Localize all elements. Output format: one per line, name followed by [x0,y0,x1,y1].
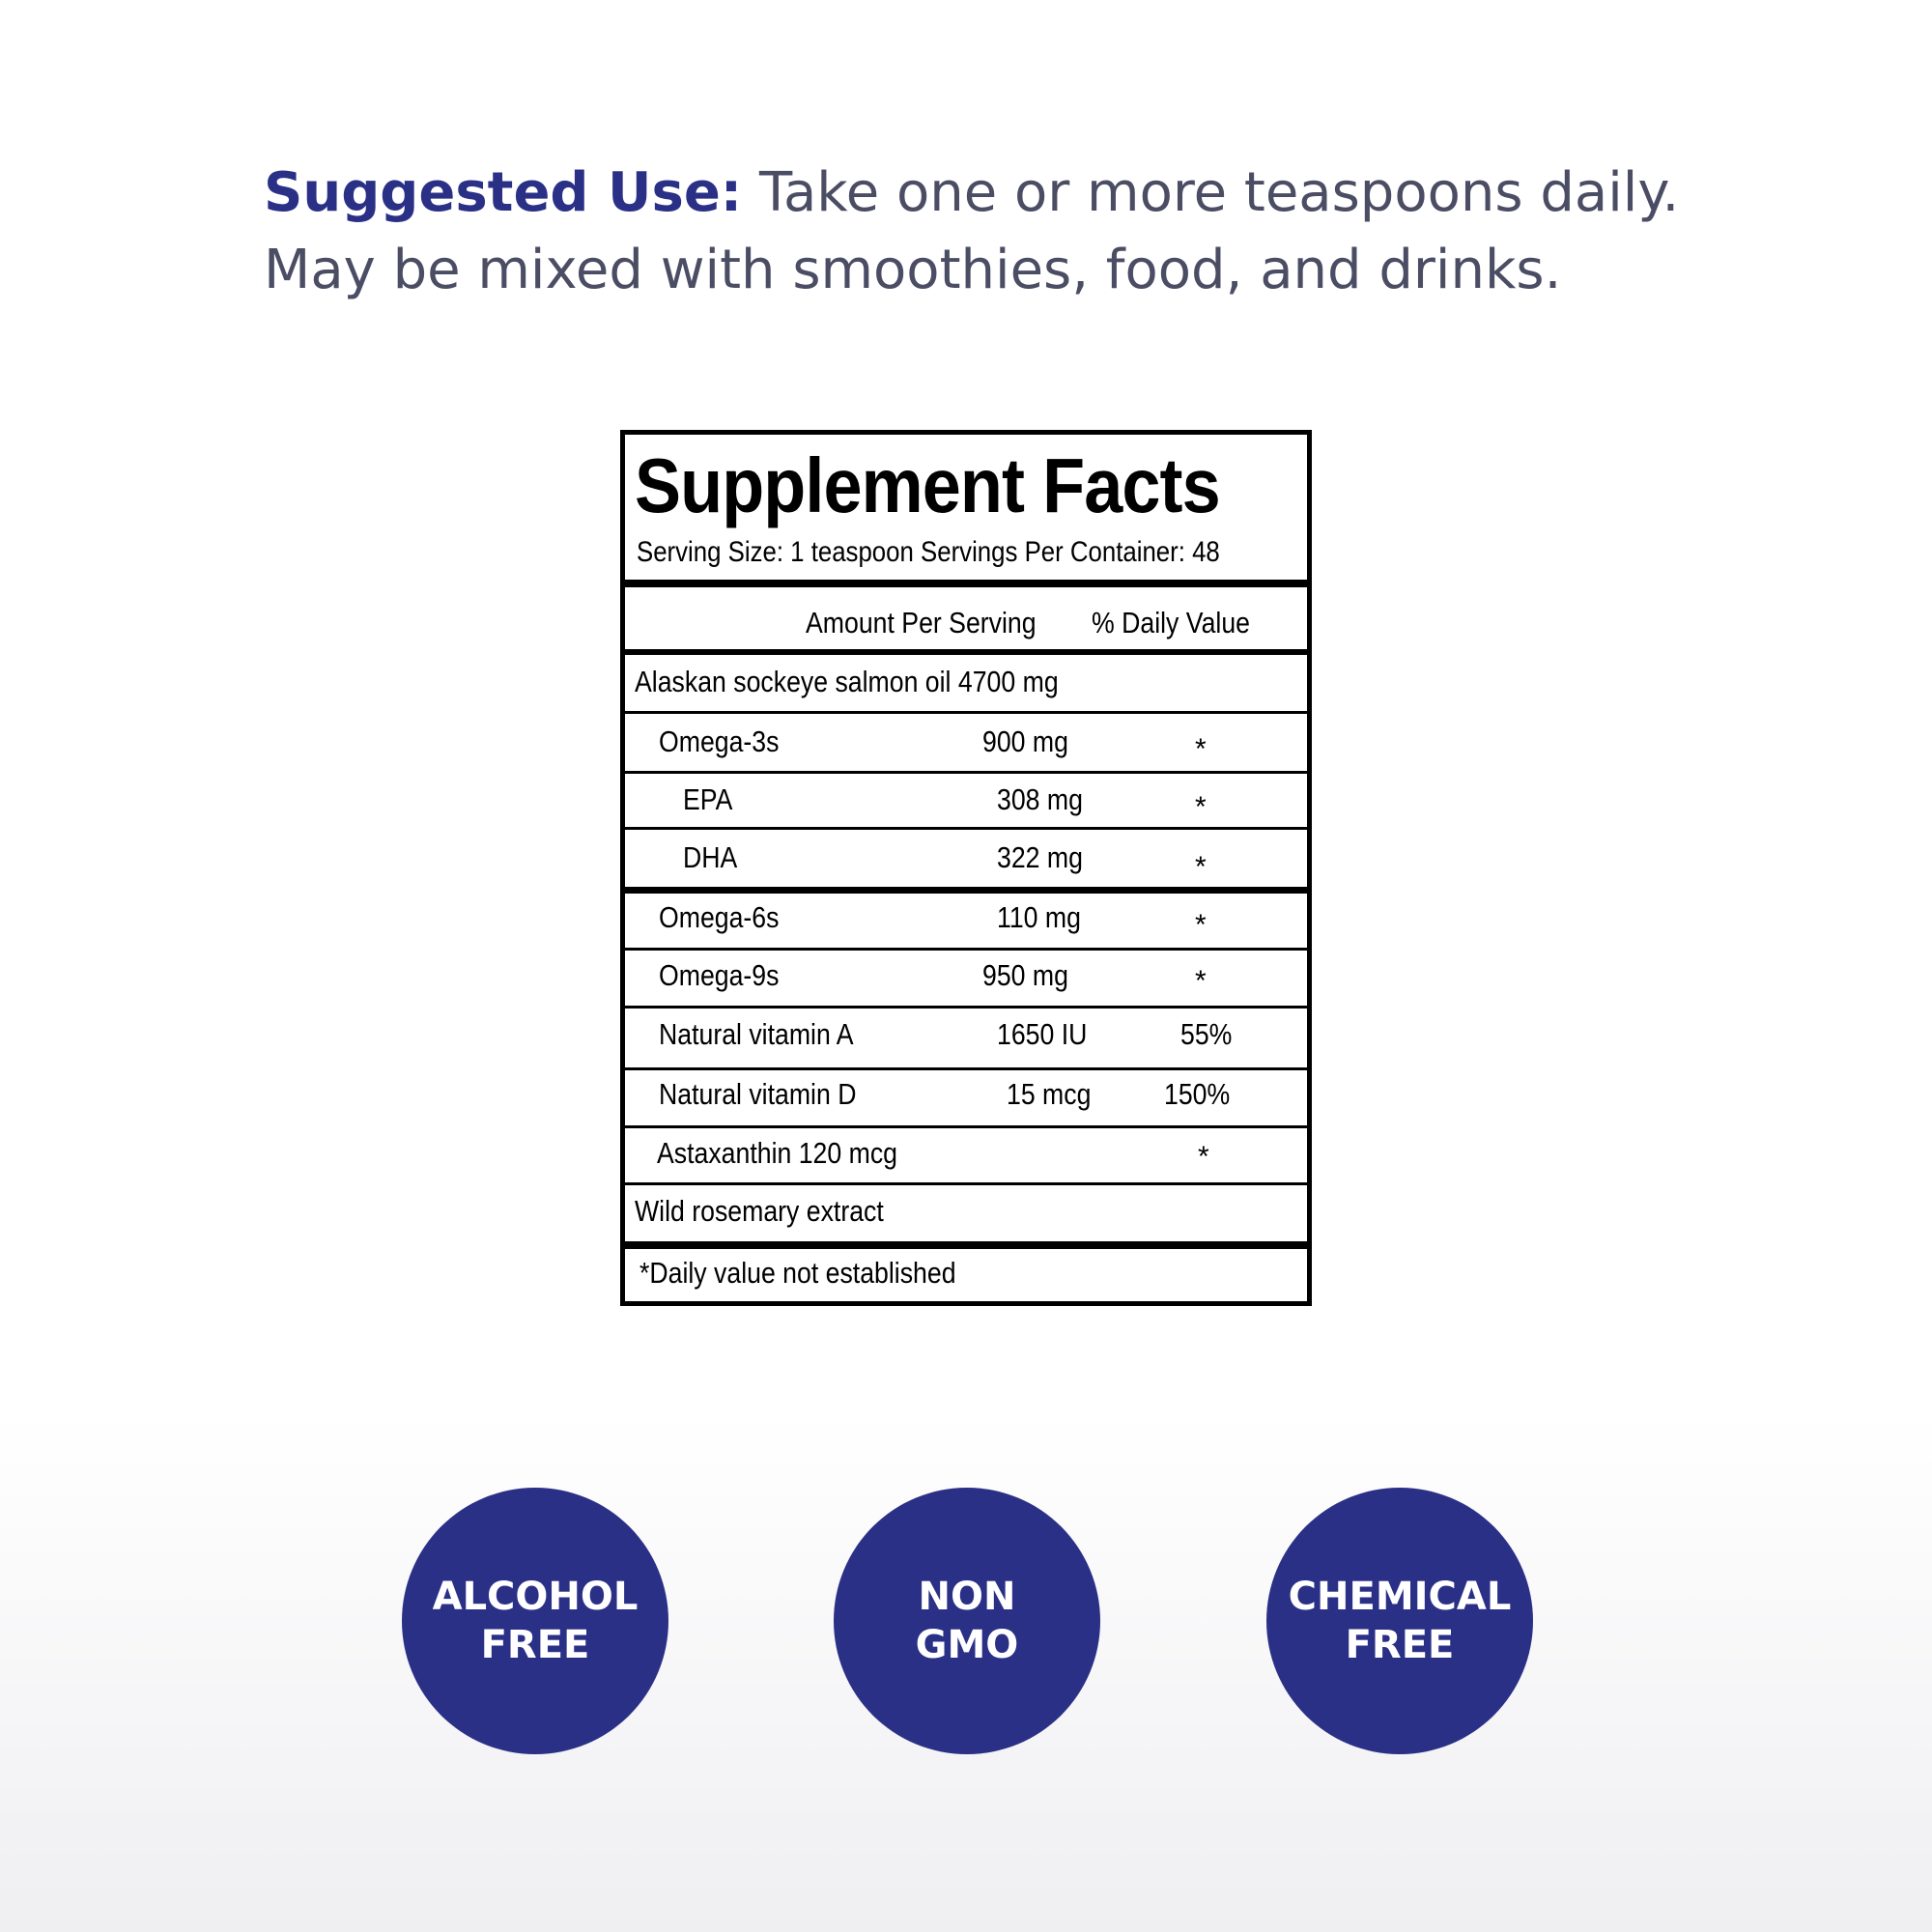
facts-row-omega3-amount: 900 mg [982,724,1068,758]
facts-row-vitamin-a-amount: 1650 IU [997,1017,1088,1051]
badge-line: ALCOHOL [432,1575,639,1619]
facts-footnote: *Daily value not established [639,1256,956,1290]
facts-row-epa-amount: 308 mg [997,782,1083,816]
divider-thick [625,1241,1307,1249]
facts-serving-info: Serving Size: 1 teaspoon Servings Per Container: 48 [637,536,1220,568]
facts-row-omega6-amount: 110 mg [997,900,1081,934]
facts-row-vitamin-a-dv: 55% [1180,1017,1233,1051]
facts-row-rosemary: Wild rosemary extract [635,1194,884,1228]
badge-line: CHEMICAL [1288,1575,1512,1619]
suggested-use-label: Suggested Use: [264,161,743,224]
header-amount-per-serving: Amount Per Serving [806,606,1037,639]
divider-thin [625,1182,1307,1185]
facts-row-epa-dv: * [1195,791,1207,823]
badge-line: FREE [1345,1623,1455,1667]
suggested-use-line-2: May be mixed with smoothies, food, and drinks. [264,239,1562,301]
facts-row-epa-name: EPA [683,782,733,816]
header-daily-value: % Daily Value [1092,606,1250,639]
facts-row-astaxanthin-name: Astaxanthin 120 mcg [657,1136,897,1170]
suggested-use-text [264,155,1771,309]
divider-thin [625,1067,1307,1070]
suggested-use-instruction: Take one or more teaspoons daily. [742,161,1680,224]
badge-line: NON [918,1575,1016,1619]
facts-row-dha-name: DHA [683,840,738,874]
facts-row-vitamin-d-amount: 15 mcg [1007,1077,1092,1111]
divider-thin [625,827,1307,830]
facts-row-salmon-oil: Alaskan sockeye salmon oil 4700 mg [635,665,1059,698]
facts-row-dha-amount: 322 mg [997,840,1083,874]
badge-line: GMO [915,1623,1019,1667]
facts-row-omega3-dv: * [1195,733,1207,765]
facts-row-vitamin-d-dv: 150% [1164,1077,1231,1111]
facts-row-omega9-amount: 950 mg [982,958,1068,992]
facts-row-omega3-name: Omega-3s [659,724,780,758]
divider-thin [625,1125,1307,1128]
facts-row-omega6-name: Omega-6s [659,900,780,934]
supplement-facts-panel [620,430,1312,1306]
facts-row-omega6-dv: * [1195,909,1207,941]
divider-thin [625,771,1307,774]
divider-thick [625,887,1307,894]
facts-row-vitamin-d-name: Natural vitamin D [659,1077,857,1111]
facts-row-dha-dv: * [1195,851,1207,883]
facts-row-vitamin-a-name: Natural vitamin A [659,1017,854,1051]
chemical-free-badge [1266,1488,1533,1754]
facts-row-astaxanthin-dv: * [1198,1141,1209,1173]
alcohol-free-badge [402,1488,668,1754]
divider-thick [625,649,1307,655]
facts-row-omega9-dv: * [1195,965,1207,997]
non-gmo-badge [834,1488,1100,1754]
facts-row-omega9-name: Omega-9s [659,958,780,992]
divider-thin [625,1006,1307,1009]
divider-thick [625,580,1307,587]
badge-line: FREE [480,1623,590,1667]
divider-thin [625,711,1307,714]
divider-thin [625,948,1307,951]
suggested-use-line-1 [264,155,1771,232]
facts-title: Supplement Facts [635,442,1220,528]
